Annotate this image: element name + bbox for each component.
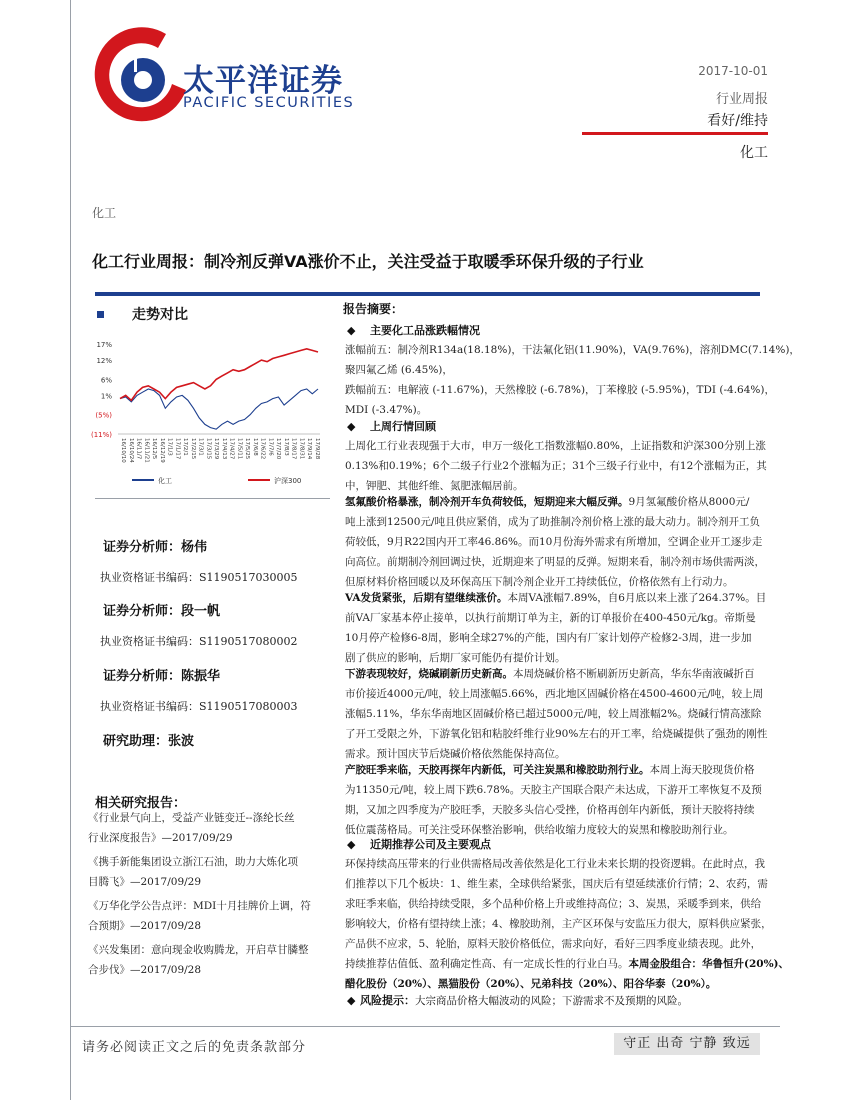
analyst-1-name: 证券分析师：杨伟	[103, 540, 208, 555]
title-underline-bar	[95, 292, 760, 296]
summary-text-block: 涨幅前五：制冷剂R134a(18.18%)，干法氟化铝(11.90%)，VA(9.76%)，溶剂DMC(7.14%)， 聚四氟乙烯 (6.45%)， 跌幅前五：电解液 (-11.67%)，天然橡胶 (-6.78%)，丁苯橡胶 (-5.95%)，TDI (-4.64%)， MDI (-3.47%)。	[345, 344, 800, 416]
x-tick-label: 17/8/17	[290, 438, 297, 460]
legend-label: 沪深300	[274, 477, 302, 485]
related-report-item[interactable]: 《兴发集团：意向现金收购腾龙，开启草甘膦整 合步伐》—2017/09/28	[88, 944, 309, 976]
x-tick-label: 16/10/10	[120, 438, 126, 463]
summary-title: 报告摘要：	[343, 302, 404, 316]
series-line-0	[120, 389, 318, 429]
x-tick-label: 17/6/8	[251, 438, 258, 456]
paragraph-rubber: 产胶旺季来临，天胶再探年内新低，可关注炭黑和橡胶助剂行业。本周上海天胶现货价格 为11350元/吨，较上周下跌6.78%。天胶主产国联合限产未达成，下游开工率恢复不及预 期，又加之四季度为产胶旺季，天胶多头信心受挫，价格再创年内新低，预计天胶将持续 低位震荡格局。可关注受环保整治影响，供给收缩力度较大的炭黑和橡胶助剂行业。	[345, 764, 762, 836]
analyst-2-cert: 执业资格证书编码：S1190517080002	[100, 635, 298, 648]
x-tick-label: 16/12/5	[151, 438, 158, 460]
pacific-securities-logo-icon	[88, 20, 198, 130]
analyst-1-cert: 执业资格证书编码：S1190517030005	[100, 571, 298, 584]
y-tick-label: 12%	[96, 357, 112, 366]
x-tick-label: 17/5/11	[236, 438, 243, 460]
report-title: 化工行业周报：制冷剂反弹VA涨价不止，关注受益于取暖季环保升级的子行业	[92, 252, 644, 271]
series-line-1	[120, 349, 318, 401]
x-tick-label: 17/4/27	[228, 438, 235, 460]
section-heading-prices: ◆ 主要化工品涨跌幅情况	[347, 324, 480, 337]
research-assistant: 研究助理：张波	[103, 734, 195, 749]
risk-warning: ◆ 风险提示：大宗商品价格大幅波动的风险；下游需求不及预期的风险。	[347, 994, 688, 1007]
x-tick-label: 17/7/20	[275, 438, 282, 460]
diamond-bullet-icon: ◆	[347, 838, 356, 851]
footer-rule	[70, 1026, 780, 1027]
diamond-bullet-icon: ◆	[347, 324, 356, 337]
x-tick-label: 16/12/19	[158, 438, 165, 463]
brand-name-cn: 太平洋证券	[183, 63, 343, 99]
left-margin-line	[70, 0, 71, 1100]
x-tick-label: 17/9/14	[306, 438, 313, 460]
brand-name-en: PACIFIC SECURITIES	[183, 95, 355, 111]
legend-label: 化工	[158, 477, 172, 485]
related-reports-title: 相关研究报告：	[95, 796, 187, 811]
x-tick-label: 17/4/13	[220, 438, 227, 460]
x-tick-label: 17/7/6	[267, 438, 274, 456]
section-square-icon	[97, 311, 104, 318]
footer-disclaimer: 请务必阅读正文之后的免责条款部分	[82, 1040, 307, 1055]
chart-separator	[95, 498, 330, 499]
x-tick-label: 17/3/1	[197, 438, 204, 456]
rating: 看好/维持	[707, 113, 768, 129]
footer-motto: 守正 出奇 宁静 致远	[614, 1033, 760, 1055]
paragraph-caustic-soda: 下游表现较好，烧碱刷新历史新高。本周烧碱价格不断刷新历史新高，华东华南液碱折百 市价接近4000元/吨，较上周涨幅5.66%，西北地区固碱价格在4500-4600元/吨，较上周 涨幅5.11%，华东华南地区固碱价格已超过5000元/吨，较上周涨幅2%。烧碱行情高涨除 了开工受限之外，下游氧化铝和粘胶纤维行业90%左右的开工率，给烧碱提供了强劲的刚性 需求。预计国庆节后烧碱价格依然能保持高位。	[345, 668, 768, 760]
header-sector: 化工	[740, 145, 768, 161]
paragraph-refrigerant: 氢氟酸价格暴涨，制冷剂开车负荷较低，短期迎来大幅反弹。9月氢氟酸价格从8000元/ 吨上涨到12500元/吨且供应紧俏，成为了助推制冷剂价格上涨的最大动力。制冷剂开工负 荷较低，9月R22国内开工率46.86%。而10月份海外需求有所增加，空调企业开工逐步走 向高位。前期制冷剂回调过快，近期迎来了明显的反弹。短期来看，制冷剂市场供需两淡， 但原材料价格回暖以及环保高压下制冷剂企业开工持续低位，价格依然有上行动力。	[345, 496, 765, 588]
y-tick-label: 17%	[96, 341, 112, 349]
report-type: 行业周报	[715, 92, 768, 107]
x-tick-label: 16/11/7	[135, 438, 142, 460]
chart-title: 走势对比	[132, 307, 188, 323]
x-tick-label: 17/8/3	[282, 438, 289, 456]
trend-chart	[88, 332, 328, 490]
y-tick-label: 6%	[100, 376, 112, 385]
x-tick-label: 17/2/1	[182, 438, 189, 456]
x-tick-label: 17/1/17	[174, 438, 181, 460]
analyst-3-name: 证券分析师：陈振华	[103, 669, 221, 684]
related-report-item[interactable]: 《携手新能集团设立浙江石油，助力大炼化项 目腾飞》—2017/09/29	[88, 856, 298, 888]
analyst-2-name: 证券分析师：段一帆	[103, 604, 221, 619]
x-tick-label: 17/6/22	[259, 438, 266, 460]
x-tick-label: 16/10/24	[127, 438, 134, 463]
diamond-bullet-icon: ◆	[347, 994, 356, 1007]
paragraph-va: VA发货紧张，后期有望继续涨价。本周VA涨幅7.89%，自6月底以来上涨了264.37%。目 前VA厂家基本停止接单，以执行前期订单为主，新的订单报价在400-450元/kg。帝斯曼 10月停产检修6-8周，影响全球27%的产能，国内有厂家计划停产检修2-3周，进一步加 剧了供应的影响，后期厂家可能仍有提价计划。	[345, 592, 767, 664]
x-tick-label: 16/11/21	[143, 438, 150, 463]
x-tick-label: 17/1/3	[166, 438, 173, 456]
report-date: 2017-10-01	[698, 64, 768, 78]
y-tick-label: 1%	[100, 392, 112, 401]
y-tick-label: (11%)	[90, 431, 112, 439]
header-red-rule	[582, 132, 768, 135]
section-heading-recommendations: ◆ 近期推荐公司及主要观点	[347, 838, 491, 851]
summary-text-block: 上周化工行业表现强于大市，申万一级化工指数涨幅0.80%，上证指数和沪深300分别上涨 0.13%和0.19%；6个二级子行业2个涨幅为正；31个三级子行业中，有12个涨幅为正，其 中，钾肥、其他纤维、氮肥涨幅居前。	[345, 440, 767, 492]
x-tick-label: 17/3/15	[205, 438, 212, 460]
summary-text-block: 环保持续高压带来的行业供需格局改善依然是化工行业未来长期的投资逻辑。在此时点，我 们推荐以下几个板块：1、维生素，全球供给紧张，国庆后有望延续涨价行情；2、农药，需 求旺季来临，供给持续受限，多个品种价格上升或维持高位；3、炭黑，采暖季到来，供给 影响较大，价格有望持续上涨；4、橡胶助剂，主产区环保与安监压力很大，原料供应紧张， 产品供不应求，5、轮胎，原料天胶价格低位，需求向好，看好三四季度业绩表现。此外， 持续推荐估值低、盈利确定性高、有一定成长性的行业白马。本周金股组合：华鲁恒升(20%)、 醋化股份（20%）、黑猫股份（20%）、兄弟科技（20%）、阳谷华泰（20%）。	[345, 858, 790, 990]
x-tick-label: 17/9/28	[314, 438, 320, 460]
x-tick-label: 17/8/31	[298, 438, 305, 460]
related-report-item[interactable]: 《万华化学公告点评：MDI十月挂牌价上调，符 合预期》—2017/09/28	[88, 900, 311, 932]
analyst-3-cert: 执业资格证书编码：S1190517080003	[100, 700, 298, 713]
sector-tag: 化工	[92, 206, 117, 220]
section-heading-review: ◆ 上周行情回顾	[347, 420, 436, 433]
x-tick-label: 17/5/25	[244, 438, 251, 460]
y-tick-label: (5%)	[95, 411, 112, 420]
diamond-bullet-icon: ◆	[347, 420, 356, 433]
x-tick-label: 17/3/29	[213, 438, 220, 460]
x-tick-label: 17/2/15	[189, 438, 196, 460]
related-report-item[interactable]: 《行业景气向上，受益产业链变迁--涤纶长丝 行业深度报告》—2017/09/29	[88, 812, 295, 844]
